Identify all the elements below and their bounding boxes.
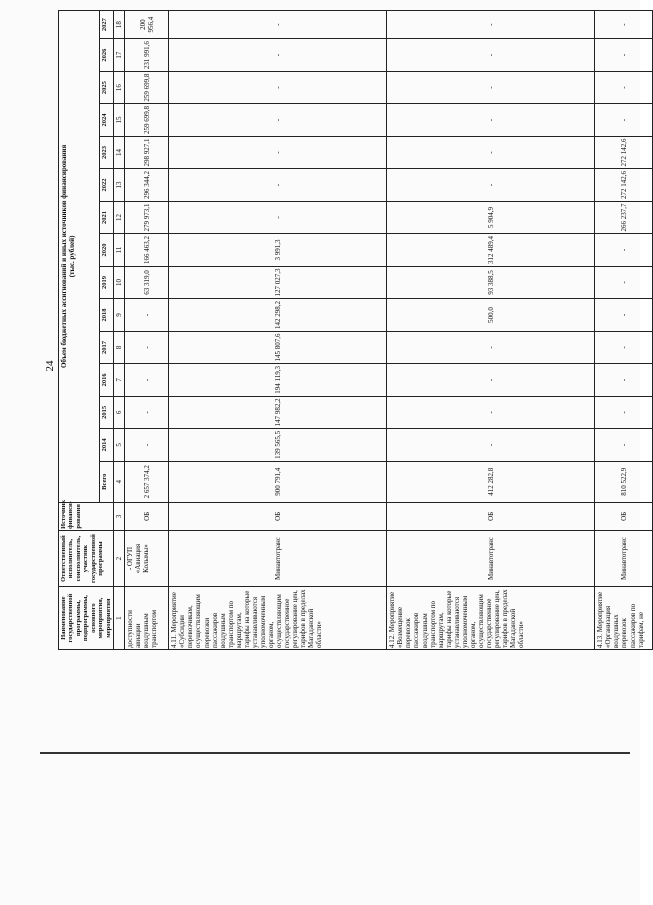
- column-number: 15: [114, 104, 125, 136]
- row-value: -: [595, 266, 653, 298]
- column-number: 3: [114, 502, 125, 530]
- row-value: 5 904,9: [387, 201, 595, 233]
- row-executor: Минавтотранс: [595, 530, 653, 586]
- budget-table: [58, 10, 648, 650]
- column-number: 17: [114, 39, 125, 71]
- row-value: -: [125, 364, 169, 396]
- row-value: 272 142,6: [595, 136, 653, 168]
- row-value: -: [595, 71, 653, 103]
- row-value: 127 027,3: [169, 266, 387, 298]
- row-value: -: [387, 396, 595, 428]
- year-header: 2019: [99, 266, 113, 298]
- row-value: -: [169, 201, 387, 233]
- row-value: 266 237,7: [595, 201, 653, 233]
- row-value: -: [387, 169, 595, 201]
- row-value: -: [387, 136, 595, 168]
- row-value: 147 982,2: [169, 396, 387, 428]
- row-value: -: [125, 396, 169, 428]
- header-volume-title: Объем бюджетных ассигнований и иных источников финансирования (тыс. рублей): [59, 11, 100, 503]
- row-executor: - ОГУП «Авиация Колымы»: [125, 530, 169, 586]
- row-value: 200 956,4: [125, 11, 169, 39]
- column-number: 2: [114, 530, 125, 586]
- year-header: 2026: [99, 39, 113, 71]
- row-value: 145 807,6: [169, 331, 387, 363]
- row-value: 142 298,2: [169, 299, 387, 331]
- row-value: 259 699,8: [125, 104, 169, 136]
- column-number-row: [114, 11, 125, 650]
- row-executor: Минавтотранс: [169, 530, 387, 586]
- row-value: -: [595, 364, 653, 396]
- row-value: -: [595, 39, 653, 71]
- column-number: 6: [114, 396, 125, 428]
- column-number: 13: [114, 169, 125, 201]
- column-number: 16: [114, 71, 125, 103]
- financing-table: [58, 10, 653, 650]
- column-number: 12: [114, 201, 125, 233]
- year-header: 2018: [99, 299, 113, 331]
- row-value: -: [387, 71, 595, 103]
- row-value: 272 142,6: [595, 169, 653, 201]
- year-header: 2024: [99, 104, 113, 136]
- row-value: -: [387, 331, 595, 363]
- page-number: 24: [44, 360, 56, 372]
- row-value: -: [125, 299, 169, 331]
- row-value: -: [169, 39, 387, 71]
- year-header: 2022: [99, 169, 113, 201]
- row-value: 279 973,1: [125, 201, 169, 233]
- row-name: 4.12. Мероприятие «Возмещение перевозок пассажиров воздушным транспортом по маршрутам, тарифы на которые устанавливаются уполномоченным органом, осуществляющим государственное регулирование цен, тарифов в пределах Магаданской области»: [387, 587, 595, 650]
- column-number: 11: [114, 234, 125, 266]
- row-value: 810 522,9: [595, 461, 653, 502]
- row-value: 412 282,8: [387, 461, 595, 502]
- row-value: 2 657 374,2: [125, 461, 169, 502]
- row-value: 900 791,4: [169, 461, 387, 502]
- row-name: 4.11. Мероприятие «Субсидии перевозчикам, осуществляющим перевозки пассажиров воздушным транспортом по маршрутам, тарифы на которые устанавливаются уполномоченным органом, осуществляющим государственное регулирование цен, тарифов в пределах Магаданской области»: [169, 587, 387, 650]
- row-value: -: [595, 331, 653, 363]
- year-header: 2023: [99, 136, 113, 168]
- row-value: -: [595, 104, 653, 136]
- header-name: Наименование государственной программы, подпрограммы, основного мероприятия, мероприятия: [59, 587, 114, 650]
- table-row: [595, 11, 653, 650]
- row-value: 139 565,5: [169, 429, 387, 461]
- row-value: 231 991,6: [125, 39, 169, 71]
- year-header: 2027: [99, 11, 113, 39]
- table-row: [125, 11, 169, 650]
- row-value: -: [387, 39, 595, 71]
- row-value: -: [169, 71, 387, 103]
- year-header: 2021: [99, 201, 113, 233]
- row-source: ОБ: [387, 502, 595, 530]
- year-header: 2015: [99, 396, 113, 428]
- column-number: 4: [114, 461, 125, 502]
- row-value: 296 344,2: [125, 169, 169, 201]
- row-value: -: [169, 169, 387, 201]
- column-number: 7: [114, 364, 125, 396]
- row-value: 166 463,2: [125, 234, 169, 266]
- row-value: -: [169, 11, 387, 39]
- row-value: 93 388,5: [387, 266, 595, 298]
- row-source: ОБ: [125, 502, 169, 530]
- row-value: -: [169, 104, 387, 136]
- header-source: Источник финанси-рования: [59, 502, 114, 530]
- row-value: -: [387, 104, 595, 136]
- row-value: -: [125, 429, 169, 461]
- row-value: -: [169, 136, 387, 168]
- year-header: Всего: [99, 461, 113, 502]
- column-number: 18: [114, 11, 125, 39]
- year-header: 2014: [99, 429, 113, 461]
- row-executor: Минавтотранс: [387, 530, 595, 586]
- row-value: 194 119,3: [169, 364, 387, 396]
- column-number: 10: [114, 266, 125, 298]
- row-value: -: [595, 396, 653, 428]
- row-value: 259 699,8: [125, 71, 169, 103]
- table-row: [169, 11, 387, 650]
- year-header: 2017: [99, 331, 113, 363]
- row-value: 3 991,3: [169, 234, 387, 266]
- row-source: ОБ: [595, 502, 653, 530]
- rotated-table-area: [58, 10, 648, 710]
- row-value: -: [387, 429, 595, 461]
- row-value: 500,0: [387, 299, 595, 331]
- row-value: 312 489,4: [387, 234, 595, 266]
- row-value: -: [387, 364, 595, 396]
- row-name: 4.13. Мероприятие «Организация воздушных перевозок пассажиров по тарифам, не: [595, 587, 653, 650]
- year-header: 2016: [99, 364, 113, 396]
- row-value: -: [387, 11, 595, 39]
- column-number: 5: [114, 429, 125, 461]
- column-number: 9: [114, 299, 125, 331]
- header-executor: Ответственный исполнитель, соисполнитель, участник государственной программы: [59, 530, 114, 586]
- bottom-rule: [40, 752, 630, 754]
- column-number: 8: [114, 331, 125, 363]
- row-value: 298 927,1: [125, 136, 169, 168]
- column-number: 1: [114, 587, 125, 650]
- row-value: 63 319,0: [125, 266, 169, 298]
- row-name: доступности авиации воздушным транспортом: [125, 587, 169, 650]
- year-header: 2020: [99, 234, 113, 266]
- year-header: 2025: [99, 71, 113, 103]
- column-number: 14: [114, 136, 125, 168]
- row-value: -: [595, 299, 653, 331]
- row-value: -: [595, 11, 653, 39]
- row-value: -: [125, 331, 169, 363]
- table-row: [387, 11, 595, 650]
- row-source: ОБ: [169, 502, 387, 530]
- row-value: -: [595, 429, 653, 461]
- row-value: -: [595, 234, 653, 266]
